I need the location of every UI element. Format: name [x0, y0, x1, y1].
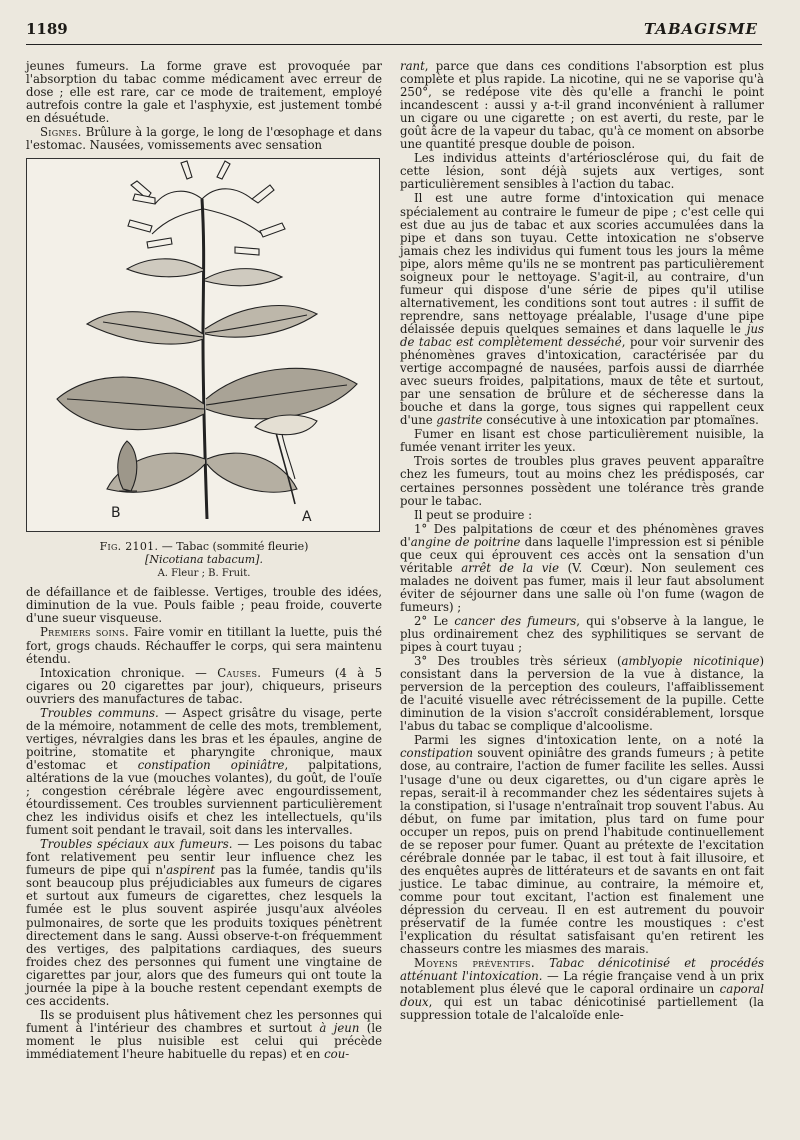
figure-label-b: B [111, 505, 121, 522]
paragraph: Les individus atteints d'artériosclérose qui, du fait de cette lésion, sont déjà sujets aux vertiges, sont particulièrement sensibles à l'action du tabac. [400, 151, 764, 192]
emphasis: à jeun [319, 1020, 360, 1035]
emphasis: cou- [324, 1046, 350, 1061]
paragraph-text: — Aspect grisâtre du visage, perte de la mémoire, notamment de celle des mots, tremblement, vertiges, névralgies dans les bras et les épaules, angine de poitrine, stomatite et pharyngite chronique, maux d'estomac et [26, 705, 382, 772]
list-item-3 [400, 655, 764, 733]
section-heading: Moyens préventifs. [414, 956, 535, 971]
paragraph-text: , palpitations, altérations de la vue (mouches volantes), du goût, de l'ouïe ; congestion cérébrale légère avec engourdissement, étourdissement. Ces troubles surviennent particulièrement chez les individus oisifs et chez les intellectuels, qu'ils fument soit pendant le travail, soit dans les intervalles. [26, 757, 382, 838]
paragraph: Fumer en lisant est chose particulièrement nuisible, la fumée venant irriter les yeux. [400, 427, 764, 455]
subsection-heading: Causes. [217, 665, 262, 680]
paragraph-text: Parmi les signes d'intoxication lente, on a noté la [414, 733, 764, 748]
emphasis: aspirent [166, 863, 216, 878]
list-item-1 [400, 523, 764, 614]
paragraph [26, 1009, 382, 1061]
subsection-heading: Troubles communs. [40, 705, 159, 720]
emphasis: caporal doux [400, 982, 764, 1010]
paragraph-text: dans laquelle l'impression est si pénible que ceux qui éprouvent ces accès ont la sensation d'un véritable [400, 534, 764, 575]
section-heading: Premiers soins. [40, 625, 130, 640]
paragraph-text: , parce que dans ces conditions l'absorption est plus complète et plus rapide. La nicotine, qui ne se vaporise qu'à 250°, se redépose vite dès qu'elle a franchi le point incandescent : aussi y a-t-il grand inconvénient à rallumer un cigare ou une cigarette ; on est averti, du reste, par le goût âcre de la vapeur du tabac, qu'à ce moment on absorbe une quantité presque double de poison. [400, 59, 764, 152]
tobacco-plant-illustration [27, 159, 379, 531]
paragraph-troubles-communs [26, 707, 382, 837]
paragraph-text: (le moment le plus nuisible est celui qui précède immédiatement l'heure habituelle du repas) et en [26, 1020, 383, 1061]
paragraph-text: Faire vomir en titillant la luette, puis thé fort, grogs chauds. Réchauffer le corps, qui sera maintenu étendu. [26, 625, 382, 666]
figure-legend: A. Fleur ; B. Fruit. [157, 568, 251, 580]
paragraph-text: Fumeurs (4 à 5 cigares ou 20 cigarettes par jour), chiqueurs, priseurs ouvriers des manufactures de tabac. [26, 665, 383, 706]
paragraph-text: Il est une autre forme d'intoxication qui menace spécialement au contraire le fumeur de pipe ; c'est celle qui est due au jus de tabac et aux scories accumulées dans la pipe et dans son tuyau. Cette intoxication ne s'observe jamais chez les individus qui fument tous les jours la même pipe, alors même qu'ils ne se montrent pas particulièrement soigneux pour le nettoyage. S'agit-il, au contraire, d'un fumeur qui dispose d'une série de pipes qu'il utilise alternativement, les conditions sont tout autres : il suffit de reprendre, sans nettoyage préalable, l'usage d'une pipe délaissée depuis quelques semaines et dans laquelle le [400, 191, 764, 336]
paragraph [400, 60, 764, 151]
paragraph-text: souvent opiniâtre des grands fumeurs ; à petite dose, au contraire, l'action de fumer facilite les selles. Aussi l'usage d'une ou deux cigarettes, ou d'un cigare après le repas, serait-il à recommander chez les sédentaires sujets à la constipation, si l'usage n'entraînait trop souvent l'abus. Au début, on fume par imitation, plus tard on fume pour occuper un repos, puis on prend l'habitude continuellement de se reposer pour fumer. Quant au prétexte de l'excitation cérébrale donnée par le tabac, il est tout à fait illusoire, et des enquêtes auprès de littérateurs et de savants en ont fait justice. Le tabac diminue, au contraire, la mémoire et, comme pour tout excitant, l'action est finalement une dépression du cerveau. Il en est autrement du pouvoir préservatif de la fumée contre les moustiques : c'est l'explication du résultat satisfaisant qu'en retirent les chasseurs contre les miasmes des marais. [400, 746, 764, 957]
paragraph-premiers-soins [26, 626, 382, 665]
figure-caption [26, 540, 382, 580]
paragraph-text: , pour voir survenir des phénomènes graves d'intoxication, caractérisée par du vertige accompagné de nausées, parfois aussi de diarrhée avec sueurs froides, palpitations, maux de tête et surtout, par une sensation de brûlure et de sécheresse dans la bouche et dans la gorge, tous signes qui rappellent ceux d'une [400, 334, 764, 428]
paragraph: Trois sortes de troubles plus graves peuvent apparaître chez les fumeurs, tout au moins chez les prédisposés, car certaines personnes possèdent une tolérance très grande pour le tabac. [400, 454, 764, 508]
paragraph: jeunes fumeurs. La forme grave est provoquée par l'absorption du tabac comme médicament avec erreur de dose ; elle est rare, car ce mode de traitement, employé autrefois contre la gale et l'asphyxie, est justement tombé en désuétude. [26, 59, 382, 126]
paragraph-text: , qui s'observe à la langue, le plus ordinairement chez des syphilitiques se servant de pipes à court tuyau ; [400, 613, 764, 655]
paragraph-text: (V. Cœur). Non seulement ces malades ne doivent pas fumer, mais il leur faut absolument éviter de séjourner dans une salle où l'on fume (wagon de fumeurs) ; [400, 560, 764, 614]
emphasis: cancer des fumeurs [454, 613, 577, 628]
figure-latin-name: [Nicotiana tabacum]. [145, 553, 263, 567]
right-column [400, 60, 764, 1023]
paragraph-text: — La régie française vend à un prix notablement plus élevé que le caporal ordinaire un [400, 969, 764, 997]
subsection-heading: Tabac dénicotinisé et procédés atténuant l'intoxication. [400, 956, 764, 984]
emphasis: constipation opiniâtre [137, 757, 285, 772]
section-heading: Signes. [40, 125, 82, 140]
running-title: TABAGISME [644, 20, 758, 38]
figure-frame [26, 158, 380, 532]
paragraph-text: pas la fumée, tandis qu'ils sont beaucoup plus préjudiciables aux fumeurs de cigares et surtout aux fumeurs de cigarettes, chez lesquels la fumée est le plus souvent aspirée jusqu'aux alvéoles pulmonaires, de sorte que les produits toxiques pénètrent directement dans le sang. Aussi observe-t-on fréquemment des vertiges, des palpitations cardiaques, des sueurs froides chez des personnes qui fument une vingtaine de cigarettes par jour, alors que des fumeurs qui ont toute la journée la pipe à la bouche restent cependant exempts de ces accidents. [26, 863, 382, 1008]
paragraph: Il peut se produire : [414, 507, 533, 522]
figure-tobacco-plant [26, 158, 382, 580]
header-rule [26, 44, 762, 45]
paragraph-text: consécutive à une intoxication par ptomaïnes. [482, 413, 759, 428]
paragraph-signes [26, 126, 382, 152]
emphasis: rant [400, 59, 425, 73]
paragraph-text: 1° Des palpitations de cœur et des phénomènes graves d' [400, 521, 764, 549]
figure-number: Fig. 2101. [99, 540, 159, 554]
paragraph [400, 734, 764, 956]
figure-label-a: A [302, 509, 312, 526]
subsection-heading: Troubles spéciaux aux fumeurs. [40, 837, 233, 852]
paragraph-troubles-speciaux [26, 838, 382, 1008]
paragraph [400, 192, 764, 427]
emphasis: jus de tabac est complètement desséché [400, 321, 764, 349]
emphasis: gastrite [436, 413, 483, 428]
section-heading: Intoxication chronique. — [40, 665, 218, 680]
paragraph-text: , qui est un tabac dénicotinisé partiellement (la suppression totale de l'alcaloïde enle- [400, 995, 764, 1023]
paragraph: de défaillance et de faiblesse. Vertiges, trouble des idées, diminution de la vue. Pouls faible ; peau froide, couverte d'une sueur visqueuse. [26, 585, 382, 626]
paragraph-text: Ils se produisent plus hâtivement chez les personnes qui fument à l'intérieur des chambres et surtout [26, 1007, 382, 1035]
page-number: 1189 [26, 20, 68, 38]
paragraph-intoxication-chronique [26, 667, 382, 706]
left-column [26, 60, 382, 1062]
paragraph-text: ) consistant dans la perversion de la vue à distance, la perversion de la perception des couleurs, l'affaiblissement de l'acuité visuelle avec rétrécissement de la pupille. Cette diminution de la vision s'accroît considérablement, lorsque l'abus du tabac se complique d'alcoolisme. [400, 654, 765, 734]
paragraph-text: 2° Le [414, 613, 455, 628]
emphasis: angine de poitrine [410, 534, 521, 549]
emphasis: amblyopie nicotinique [621, 654, 760, 669]
figure-title: — Tabac (sommité fleurie) [158, 540, 309, 554]
paragraph-text: 3° Des troubles très sérieux ( [414, 654, 622, 669]
paragraph-moyens-preventifs [400, 957, 764, 1022]
paragraph-text: Brûlure à la gorge, le long de l'œsophage et dans l'estomac. Nausées, vomissements avec sensation [26, 125, 382, 153]
emphasis: arrêt de la vie [461, 560, 560, 575]
list-item-2 [400, 615, 764, 654]
emphasis: constipation [400, 746, 473, 761]
paragraph-text: — Les poisons du tabac font relativement peu sentir leur influence chez les fumeurs de pipe qui n' [26, 837, 382, 878]
